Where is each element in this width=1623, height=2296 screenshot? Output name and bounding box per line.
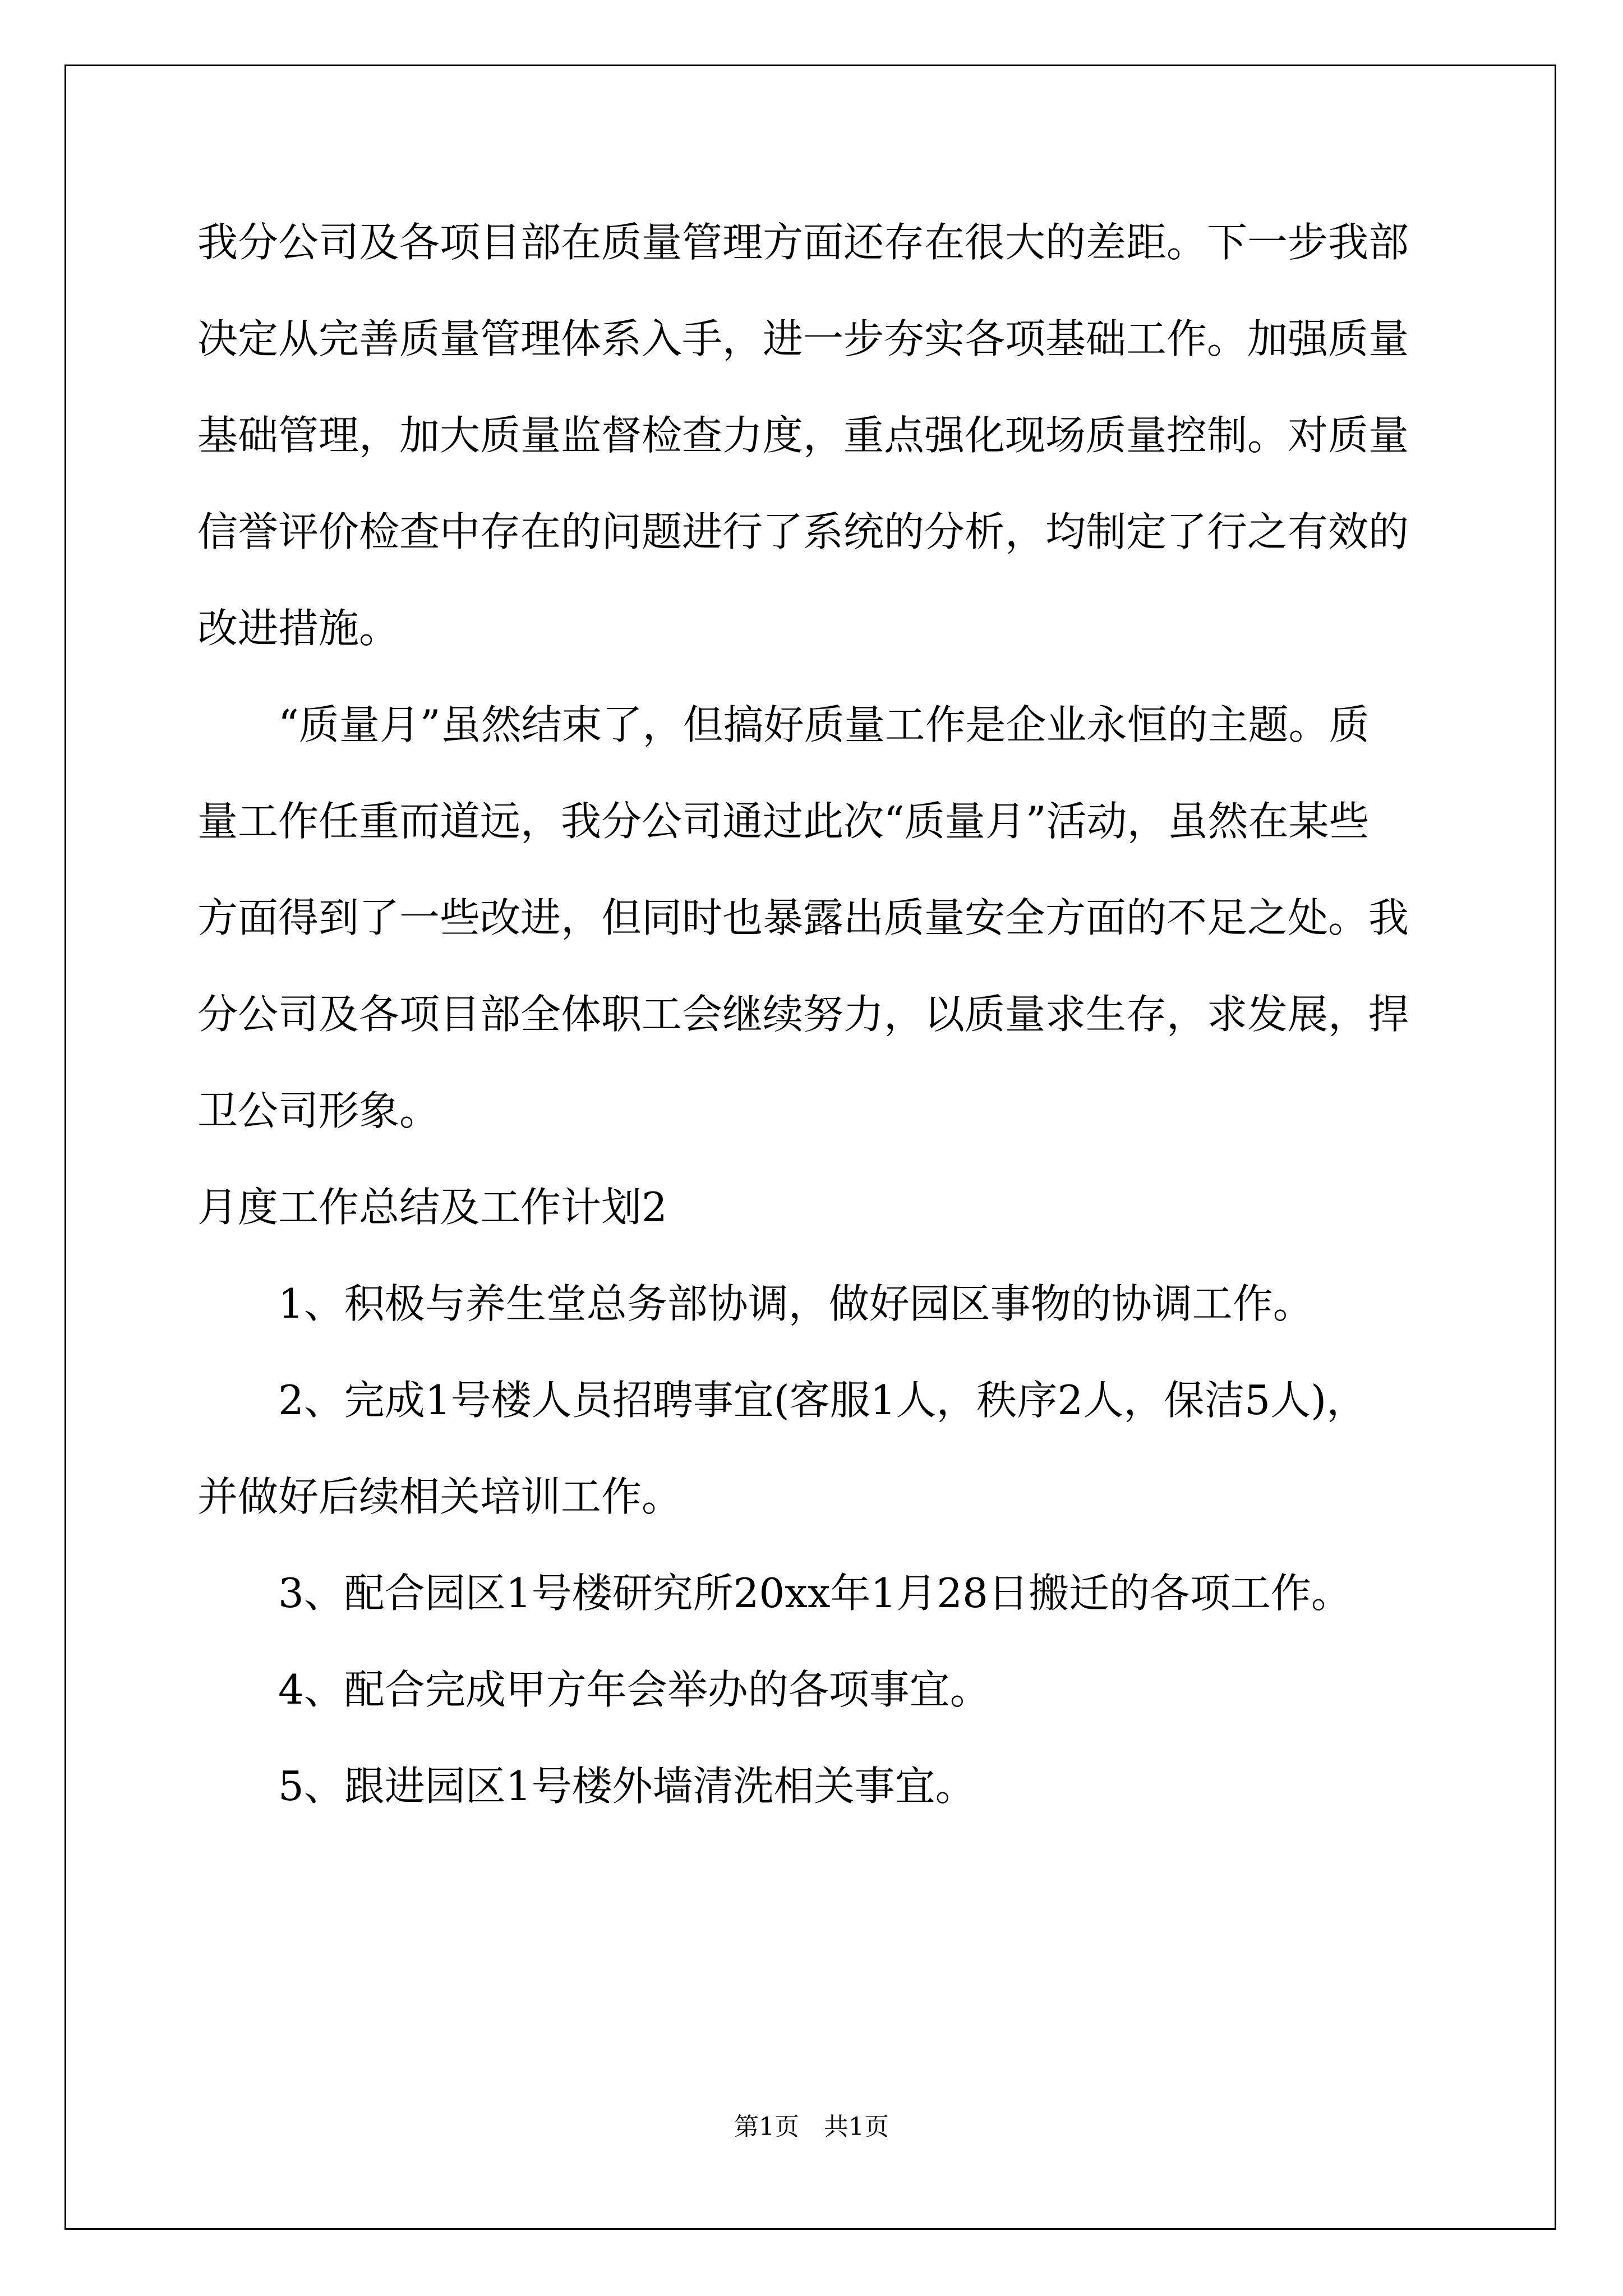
paragraph-line: 信誉评价检查中存在的问题进行了系统的分析，均制定了行之有效的 [197,508,1409,555]
list-item: 2、完成1号楼人员招聘事宜(客服1人，秩序2人，保洁5人)， [278,1377,1367,1424]
document-body [197,209,1431,1849]
list-item: 4、配合完成甲方年会举办的各项事宜。 [278,1666,990,1713]
page-footer: 第1页 共1页 [734,2113,889,2141]
paragraph-line: 改进措施。 [197,605,400,652]
paragraph-line: 决定从完善质量管理体系入手，进一步夯实各项基础工作。加强质量 [197,315,1409,362]
list-item: 5、跟进园区1号楼外墙清洗相关事宜。 [278,1763,976,1810]
list-item-continuation: 并做好后续相关培训工作。 [197,1473,683,1520]
section-heading: 月度工作总结及工作计划2 [197,1184,667,1231]
paragraph-line: “质量月”虽然结束了，但搞好质量工作是企业永恒的主题。质 [278,701,1370,748]
paragraph-line: 方面得到了一些改进，但同时也暴露出质量安全方面的不足之处。我 [197,894,1409,941]
paragraph-line: 卫公司形象。 [197,1087,440,1134]
list-item: 1、积极与养生堂总务部协调，做好园区事物的协调工作。 [278,1280,1313,1327]
paragraph-line: 基础管理，加大质量监督检查力度，重点强化现场质量控制。对质量 [197,412,1409,459]
paragraph-line: 分公司及各项目部全体职工会继续努力，以质量求生存，求发展，捍 [197,991,1409,1038]
list-item: 3、配合园区1号楼研究所20xx年1月28日搬迁的各项工作。 [278,1570,1352,1617]
paragraph-line: 我分公司及各项目部在质量管理方面还存在很大的差距。下一步我部 [197,219,1409,266]
paragraph-line: 量工作任重而道远，我分公司通过此次“质量月”活动，虽然在某些 [197,798,1370,845]
